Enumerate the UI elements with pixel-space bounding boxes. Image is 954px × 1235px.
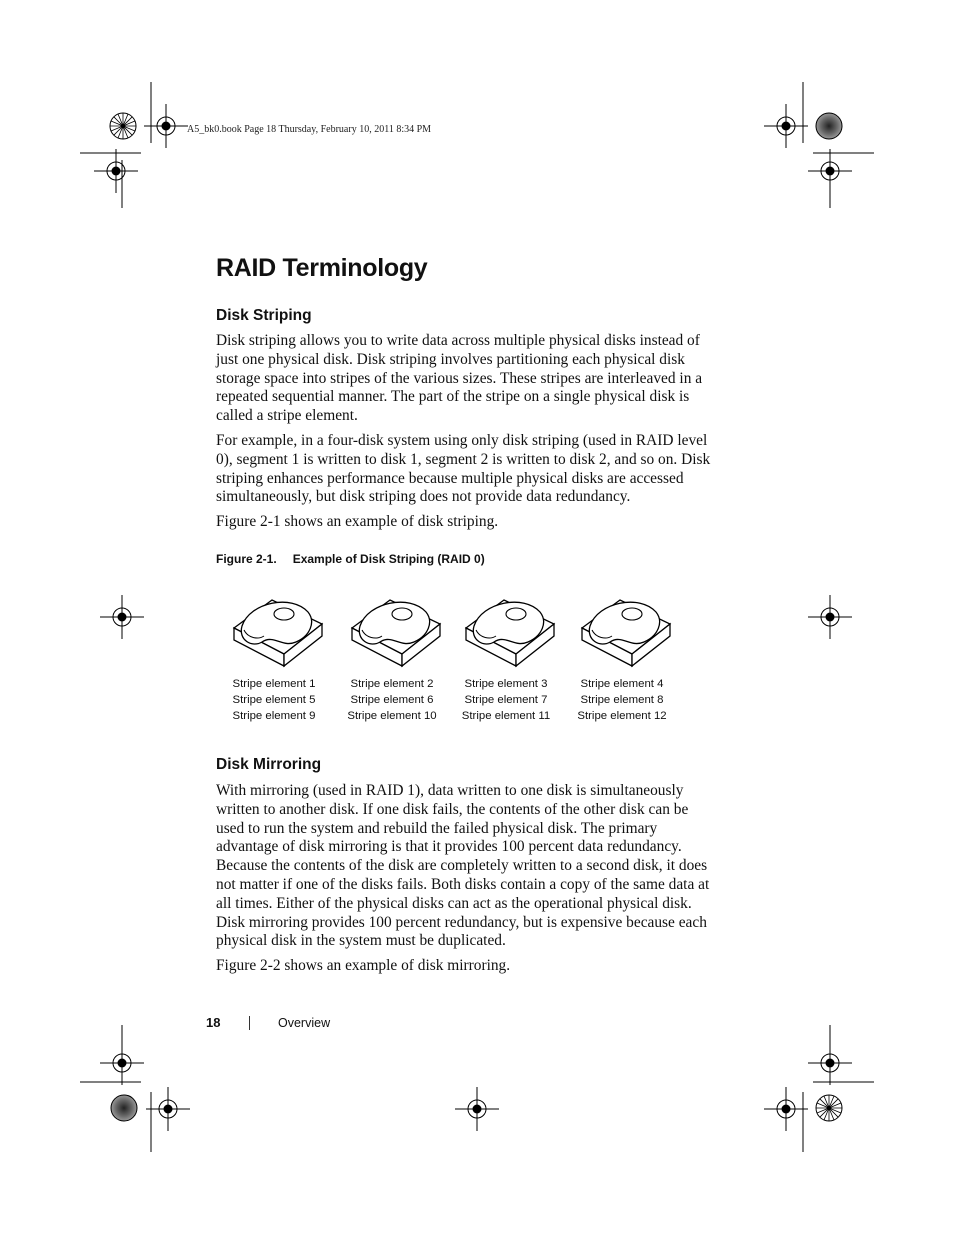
slug-line: A5_bk0.book Page 18 Thursday, February 10, 2011 8:34 PM [187, 124, 432, 135]
disk-2 [334, 588, 450, 724]
stripe-element: Stripe element 3 [464, 678, 548, 690]
figure-title: Example of Disk Striping (RAID 0) [292, 552, 485, 566]
hard-disk-icon [454, 588, 558, 668]
hard-disk-icon [340, 588, 444, 668]
disk-3 [448, 588, 564, 724]
striping-paragraph-2: For example, in a four-disk system using only disk striping (used in RAID level 0), segment 1 is written to disk 1, segment 2 is written to disk 2, and so on. Disk striping enhances performance because multiple physical disks are accessed simultaneously, but disk striping does not provide data redundancy. [216, 432, 711, 506]
stripe-element: Stripe element 6 [350, 694, 434, 706]
striping-paragraph-3: Figure 2-1 shows an example of disk striping. [216, 513, 499, 530]
mirroring-paragraph-1: With mirroring (used in RAID 1), data written to one disk is simultaneously written to another disk. If one disk fails, the contents of the other disk can be used to run the system and rebuild the failed physical disk. The primary advantage of disk mirroring is that it provides 100 percent data redundancy. Because the contents of the disk are completely written to a second disk, it does not matter if one of the disks fails. Both disks contain a copy of the same data at all times. Either of the physical disks can act as the operational physical disk. Disk mirroring provides 100 percent redundancy, but is expensive because each physical disk in the system must be duplicated. [216, 782, 710, 950]
stripe-element: Stripe element 7 [464, 694, 548, 706]
stripe-element: Stripe element 10 [347, 710, 437, 722]
mirroring-paragraph-2: Figure 2-2 shows an example of disk mirroring. [216, 957, 511, 974]
striping-paragraph-1: Disk striping allows you to write data across multiple physical disks instead of just one physical disk. Disk striping involves partitioning each physical disk storage space into stripes of the various sizes. These stripes are interleaved in a repeated sequential manner. The part of the stripe on a single physical disk is called a stripe element. [216, 332, 703, 425]
footer-divider [249, 1016, 250, 1030]
footer-section-name: Overview [278, 1016, 331, 1030]
disk-4 [564, 588, 680, 724]
hard-disk-icon [222, 588, 326, 668]
stripe-element: Stripe element 1 [232, 678, 316, 690]
stripe-element: Stripe element 8 [580, 694, 664, 706]
stripe-element: Stripe element 9 [232, 710, 316, 722]
figure-label: Figure 2-1. [216, 552, 277, 566]
stripe-element: Stripe element 11 [461, 710, 551, 722]
stripe-element: Stripe element 12 [577, 710, 667, 722]
section-title-striping: Disk Striping [216, 307, 312, 324]
page-number: 18 [206, 1015, 221, 1030]
stripe-element: Stripe element 5 [232, 694, 316, 706]
disk-1 [216, 588, 332, 724]
hard-disk-icon [570, 588, 674, 668]
stripe-element: Stripe element 2 [350, 678, 434, 690]
figure-caption [216, 552, 485, 566]
section-title-mirroring: Disk Mirroring [216, 756, 322, 773]
page-heading: RAID Terminology [216, 254, 428, 282]
stripe-element: Stripe element 4 [580, 678, 664, 690]
